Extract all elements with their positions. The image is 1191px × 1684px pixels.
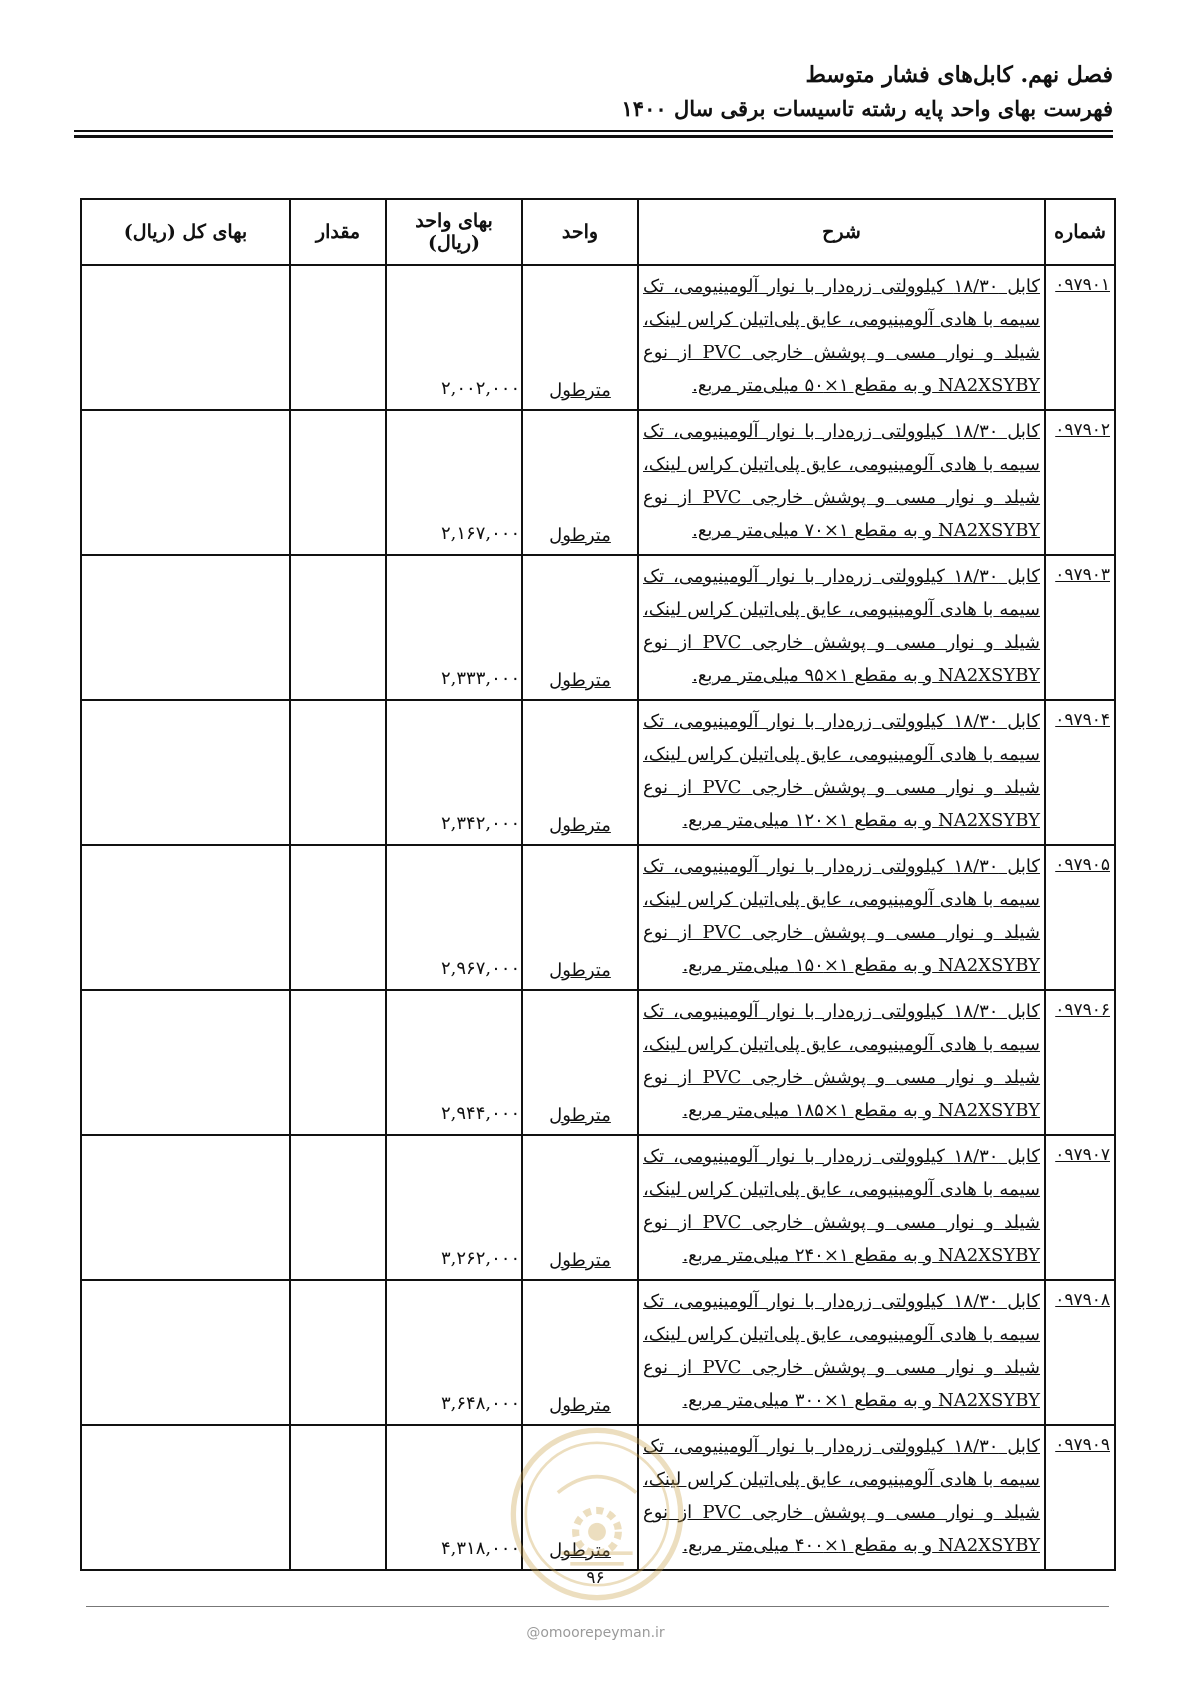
unit-price-cell bbox=[386, 1425, 522, 1570]
code-cell bbox=[1045, 1425, 1115, 1570]
item-description bbox=[639, 846, 1044, 982]
desc-line-2: با هادی آلومینیومی، عایق پلی‌اتیلن کراس لینک، شیلد و bbox=[643, 599, 1041, 653]
total-cell bbox=[81, 845, 290, 990]
price-table bbox=[80, 198, 1116, 1571]
item-code: ۰۹۷۹۰۳ bbox=[1055, 565, 1110, 585]
qty-cell bbox=[290, 1135, 386, 1280]
desc-line-3: نوار مسی و پوشش خارجی PVC از نوع NA2XSYBY bbox=[643, 922, 1040, 976]
table-header-row bbox=[81, 199, 1115, 265]
item-code: ۰۹۷۹۰۵ bbox=[1055, 855, 1110, 875]
desc-cell bbox=[638, 990, 1045, 1135]
total-cell bbox=[81, 700, 290, 845]
desc-line-2: با هادی آلومینیومی، عایق پلی‌اتیلن کراس لینک، شیلد و bbox=[643, 1034, 1041, 1088]
col-header-qty: مقدار bbox=[290, 199, 386, 265]
qty-cell bbox=[290, 410, 386, 555]
desc-line-4: و به مقطع ۱×۵۰ میلی‌متر مربع. bbox=[692, 375, 933, 396]
unit-price-cell bbox=[386, 555, 522, 700]
desc-line-1: کابل ۱۸/۳۰ کیلوولتی زره‌دار با نوار آلومینیومی، تک سیمه bbox=[643, 856, 1040, 910]
code-cell bbox=[1045, 845, 1115, 990]
desc-line-2: با هادی آلومینیومی، عایق پلی‌اتیلن کراس لینک، شیلد و bbox=[643, 309, 1041, 363]
desc-line-3: نوار مسی و پوشش خارجی PVC از نوع NA2XSYBY bbox=[643, 1502, 1040, 1556]
item-code: ۰۹۷۹۰۷ bbox=[1055, 1145, 1110, 1165]
qty-cell bbox=[290, 265, 386, 410]
item-unit: مترطول bbox=[549, 525, 611, 546]
page-header bbox=[73, 58, 1113, 126]
total-cell bbox=[81, 1425, 290, 1570]
table-row bbox=[81, 265, 1115, 410]
unit-cell bbox=[522, 700, 638, 845]
item-code: ۰۹۷۹۰۸ bbox=[1055, 1290, 1110, 1310]
qty-cell bbox=[290, 555, 386, 700]
unit-cell bbox=[522, 1135, 638, 1280]
item-unit-price: ۲,۰۰۲,۰۰۰ bbox=[441, 378, 521, 399]
table-row bbox=[81, 1280, 1115, 1425]
desc-line-1: کابل ۱۸/۳۰ کیلوولتی زره‌دار با نوار آلومینیومی، تک سیمه bbox=[643, 711, 1040, 765]
desc-line-3: نوار مسی و پوشش خارجی PVC از نوع NA2XSYBY bbox=[643, 1067, 1040, 1121]
desc-line-4: و به مقطع ۱×۳۰۰ میلی‌متر مربع. bbox=[682, 1390, 933, 1411]
desc-line-3: نوار مسی و پوشش خارجی PVC از نوع NA2XSYBY bbox=[643, 1212, 1040, 1266]
item-unit-price: ۲,۱۶۷,۰۰۰ bbox=[441, 523, 521, 544]
item-unit-price: ۴,۳۱۸,۰۰۰ bbox=[441, 1538, 521, 1559]
item-code: ۰۹۷۹۰۹ bbox=[1055, 1435, 1110, 1455]
code-cell bbox=[1045, 410, 1115, 555]
footer-site-handle: @omoorepeyman.ir bbox=[526, 1625, 665, 1641]
item-code: ۰۹۷۹۰۲ bbox=[1055, 420, 1110, 440]
qty-cell bbox=[290, 1280, 386, 1425]
desc-cell bbox=[638, 265, 1045, 410]
desc-line-2: با هادی آلومینیومی، عایق پلی‌اتیلن کراس لینک، شیلد و bbox=[643, 1324, 1041, 1378]
qty-cell bbox=[290, 700, 386, 845]
table-row bbox=[81, 845, 1115, 990]
desc-line-4: و به مقطع ۱×۲۴۰ میلی‌متر مربع. bbox=[682, 1245, 933, 1266]
unit-cell bbox=[522, 845, 638, 990]
header-rule-thick bbox=[74, 135, 1113, 138]
desc-line-4: و به مقطع ۱×۹۵ میلی‌متر مربع. bbox=[692, 665, 933, 686]
desc-cell bbox=[638, 1135, 1045, 1280]
item-unit-price: ۳,۲۶۲,۰۰۰ bbox=[441, 1248, 521, 1269]
item-description bbox=[639, 991, 1044, 1127]
footer-rule bbox=[86, 1606, 1109, 1607]
desc-line-1: کابل ۱۸/۳۰ کیلوولتی زره‌دار با نوار آلومینیومی، تک سیمه bbox=[643, 1291, 1040, 1345]
desc-line-2: با هادی آلومینیومی، عایق پلی‌اتیلن کراس لینک، شیلد و bbox=[643, 1179, 1041, 1233]
total-cell bbox=[81, 990, 290, 1135]
item-unit: مترطول bbox=[549, 1395, 611, 1416]
unit-price-cell bbox=[386, 700, 522, 845]
desc-line-2: با هادی آلومینیومی، عایق پلی‌اتیلن کراس لینک، شیلد و bbox=[643, 744, 1041, 798]
item-unit: مترطول bbox=[549, 960, 611, 981]
item-description bbox=[639, 266, 1044, 402]
unit-price-cell bbox=[386, 1135, 522, 1280]
desc-line-1: کابل ۱۸/۳۰ کیلوولتی زره‌دار با نوار آلومینیومی، تک سیمه bbox=[643, 421, 1040, 475]
item-description bbox=[639, 701, 1044, 837]
total-cell bbox=[81, 555, 290, 700]
total-cell bbox=[81, 265, 290, 410]
item-description bbox=[639, 1281, 1044, 1417]
desc-cell bbox=[638, 555, 1045, 700]
chapter-title: فصل نهم. کابل‌های فشار متوسط bbox=[805, 62, 1113, 88]
col-header-unit-price: بهای واحد (ریال) bbox=[386, 199, 522, 265]
page-number: ۹۶ bbox=[586, 1568, 605, 1588]
desc-line-2: با هادی آلومینیومی، عایق پلی‌اتیلن کراس لینک، شیلد و bbox=[643, 1469, 1041, 1523]
desc-line-3: نوار مسی و پوشش خارجی PVC از نوع NA2XSYBY bbox=[643, 632, 1040, 686]
desc-line-3: نوار مسی و پوشش خارجی PVC از نوع NA2XSYBY bbox=[643, 1357, 1040, 1411]
item-unit-price: ۲,۳۴۲,۰۰۰ bbox=[441, 813, 521, 834]
desc-line-3: نوار مسی و پوشش خارجی PVC از نوع NA2XSYBY bbox=[643, 777, 1040, 831]
item-description bbox=[639, 1426, 1044, 1562]
unit-price-cell bbox=[386, 1280, 522, 1425]
item-code: ۰۹۷۹۰۶ bbox=[1055, 1000, 1110, 1020]
desc-cell bbox=[638, 845, 1045, 990]
desc-line-4: و به مقطع ۱×۱۲۰ میلی‌متر مربع. bbox=[682, 810, 933, 831]
item-unit: مترطول bbox=[549, 1540, 611, 1561]
desc-line-3: نوار مسی و پوشش خارجی PVC از نوع NA2XSYBY bbox=[643, 487, 1040, 541]
code-cell bbox=[1045, 265, 1115, 410]
unit-cell bbox=[522, 410, 638, 555]
table-row bbox=[81, 410, 1115, 555]
desc-line-1: کابل ۱۸/۳۰ کیلوولتی زره‌دار با نوار آلومینیومی، تک سیمه bbox=[643, 1146, 1040, 1200]
desc-line-4: و به مقطع ۱×۱۵۰ میلی‌متر مربع. bbox=[682, 955, 933, 976]
item-unit: مترطول bbox=[549, 1250, 611, 1271]
unit-cell bbox=[522, 555, 638, 700]
desc-cell bbox=[638, 1425, 1045, 1570]
desc-line-1: کابل ۱۸/۳۰ کیلوولتی زره‌دار با نوار آلومینیومی، تک سیمه bbox=[643, 566, 1040, 620]
qty-cell bbox=[290, 1425, 386, 1570]
code-cell bbox=[1045, 1280, 1115, 1425]
qty-cell bbox=[290, 990, 386, 1135]
total-cell bbox=[81, 1280, 290, 1425]
code-cell bbox=[1045, 700, 1115, 845]
code-cell bbox=[1045, 990, 1115, 1135]
item-description bbox=[639, 411, 1044, 547]
table-row bbox=[81, 990, 1115, 1135]
item-unit-price: ۳,۶۴۸,۰۰۰ bbox=[441, 1393, 521, 1414]
desc-line-1: کابل ۱۸/۳۰ کیلوولتی زره‌دار با نوار آلومینیومی، تک سیمه bbox=[643, 276, 1040, 330]
item-unit: مترطول bbox=[549, 815, 611, 836]
table-row bbox=[81, 1135, 1115, 1280]
item-code: ۰۹۷۹۰۱ bbox=[1055, 275, 1110, 295]
unit-price-cell bbox=[386, 410, 522, 555]
desc-line-4: و به مقطع ۱×۷۰ میلی‌متر مربع. bbox=[692, 520, 933, 541]
item-unit-price: ۲,۳۳۳,۰۰۰ bbox=[441, 668, 521, 689]
desc-cell bbox=[638, 1280, 1045, 1425]
item-unit: مترطول bbox=[549, 380, 611, 401]
col-header-desc: شرح bbox=[638, 199, 1045, 265]
desc-line-2: با هادی آلومینیومی، عایق پلی‌اتیلن کراس لینک، شیلد و bbox=[643, 454, 1041, 508]
col-header-total: بهای کل (ریال) bbox=[81, 199, 290, 265]
unit-price-cell bbox=[386, 845, 522, 990]
unit-cell bbox=[522, 1280, 638, 1425]
col-header-code: شماره bbox=[1045, 199, 1115, 265]
item-unit-price: ۲,۹۴۴,۰۰۰ bbox=[441, 1103, 521, 1124]
desc-cell bbox=[638, 700, 1045, 845]
desc-line-4: و به مقطع ۱×۴۰۰ میلی‌متر مربع. bbox=[682, 1535, 933, 1556]
qty-cell bbox=[290, 845, 386, 990]
desc-line-3: نوار مسی و پوشش خارجی PVC از نوع NA2XSYBY bbox=[643, 342, 1040, 396]
code-cell bbox=[1045, 555, 1115, 700]
desc-line-4: و به مقطع ۱×۱۸۵ میلی‌متر مربع. bbox=[682, 1100, 933, 1121]
item-code: ۰۹۷۹۰۴ bbox=[1055, 710, 1110, 730]
desc-line-1: کابل ۱۸/۳۰ کیلوولتی زره‌دار با نوار آلومینیومی، تک سیمه bbox=[643, 1436, 1040, 1490]
unit-cell bbox=[522, 265, 638, 410]
col-header-unit: واحد bbox=[522, 199, 638, 265]
header-rule-thin bbox=[74, 130, 1113, 132]
item-unit-price: ۲,۹۶۷,۰۰۰ bbox=[441, 958, 521, 979]
unit-price-cell bbox=[386, 990, 522, 1135]
item-unit: مترطول bbox=[549, 670, 611, 691]
desc-line-1: کابل ۱۸/۳۰ کیلوولتی زره‌دار با نوار آلومینیومی، تک سیمه bbox=[643, 1001, 1040, 1055]
item-description bbox=[639, 1136, 1044, 1272]
total-cell bbox=[81, 410, 290, 555]
total-cell bbox=[81, 1135, 290, 1280]
code-cell bbox=[1045, 1135, 1115, 1280]
table-row bbox=[81, 555, 1115, 700]
unit-cell bbox=[522, 990, 638, 1135]
desc-cell bbox=[638, 410, 1045, 555]
desc-line-2: با هادی آلومینیومی، عایق پلی‌اتیلن کراس لینک، شیلد و bbox=[643, 889, 1041, 943]
item-unit: مترطول bbox=[549, 1105, 611, 1126]
document-subtitle: فهرست بهای واحد پایه رشته تاسیسات برقی سال ۱۴۰۰ bbox=[621, 96, 1113, 121]
unit-price-cell bbox=[386, 265, 522, 410]
item-description bbox=[639, 556, 1044, 692]
table-row bbox=[81, 700, 1115, 845]
